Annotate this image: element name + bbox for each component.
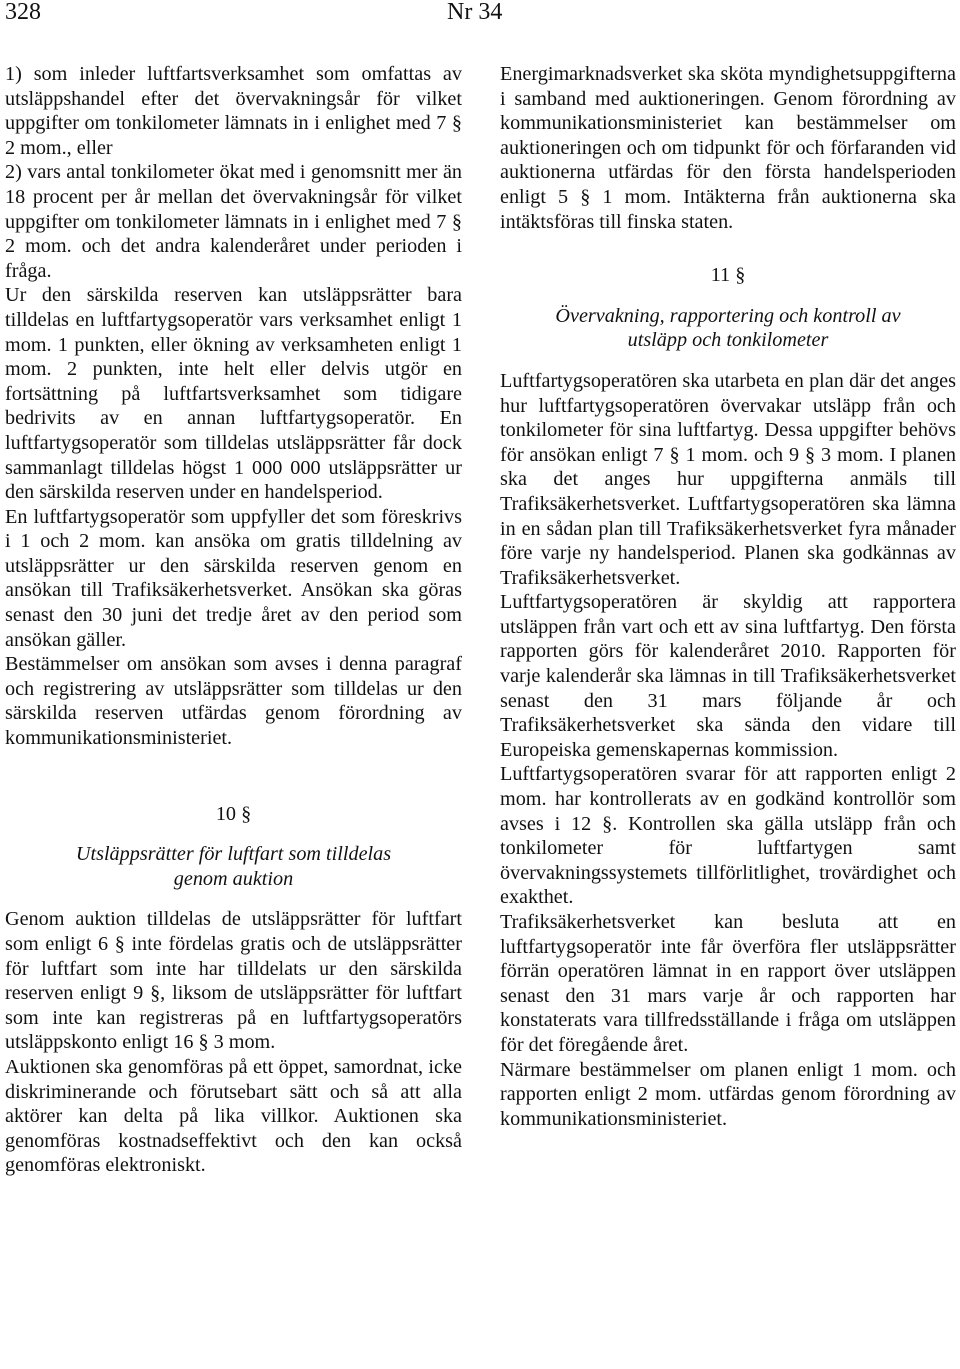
section-number: 10 § <box>215 802 252 825</box>
page-header <box>0 0 960 30</box>
section-heading-line: utsläpp och tonkilometer <box>627 329 829 352</box>
paragraph: Ur den särskilda reserven kan utsläppsrätter bara tilldelas en luftfartygsoperatör vars verksamhet enligt 1 mom. 1 punkten, eller ökning av verksamheten enligt 1 mom. 2 punkten, inte helt eller delvis utgör en fortsättning på luftfartsverksamhet som tidigare bedrivits av en annan luftfartygsoperatör. En luftfartygsoperatör som tilldelas utsläppsrätter får dock sammanlagt tilldelas högst 1 000 000 utsläppsrätter ur den särskilda reserven under en handelsperiod. <box>5 284 462 504</box>
paragraph: Auktionen ska genomföras på ett öppet, samordnat, icke diskriminerande och förutsebart sätt och så att alla aktörer kan delta på lika villkor. Auktionen ska genomföras kostnadseffektivt och den kan också genomföras elektroniskt. <box>5 1055 462 1177</box>
section-heading <box>500 304 956 353</box>
paragraph: Bestämmelser om ansökan som avses i denna paragraf och registrering av utsläppsrätter som tilldelas ur den särskilda reserven utfärdas genom förordning av kommunikationsministeriet. <box>5 653 462 750</box>
section-heading-line: Utsläppsrätter för luftfart som tilldelas <box>75 843 392 866</box>
section-heading <box>5 842 462 891</box>
paragraph: 2) vars antal tonkilometer ökat med i genomsnitt mer än 18 procent per år mellan det övervakningsår för vilket uppgifter om tonkilometer lämnats in i enlighet med 7 § 2 mom. och det andra kalenderåret under perioden i fråga. <box>5 161 462 282</box>
left-column <box>5 62 462 1178</box>
paragraph: Närmare bestämmelser om planen enligt 1 mom. och rapporten enligt 2 mom. utfärdas genom förordning av kommunikationsministeriet. <box>500 1058 956 1130</box>
paragraph: Luftfartygsoperatören är skyldig att rapportera utsläppen från vart och ett av sina luftfartyg. Den första rapporten görs för kalenderåret 2010. Rapporten för varje kalenderår ska lämnas in till Trafiksäkerhetsverket senast den 31 mars följande år och Trafiksäkerhetsverket ska sända den vidare till Europeiska gemenskapernas kommission. <box>500 591 956 761</box>
paragraph: En luftfartygsoperatör som uppfyller det som föreskrivs i 1 och 2 mom. kan ansöka om gratis tilldelning av utsläppsrätter ur den särskilda reserven genom en ansökan till Trafiksäkerhetsverket. Ansökan ska göras senast den 30 juni det tredje året av den period som ansökan gäller. <box>5 505 462 651</box>
right-column <box>500 62 956 1131</box>
paragraph: Trafiksäkerhetsverket kan besluta att en luftfartygsoperatör inte får överföra fler utsläppsrätter förrän operatören lämnat in en rapport över utsläppen senast den 31 mars varje år och rapporten har konstaterats vara tillfredsställande i fråga om utsläppen för det föregående året. <box>500 911 956 1056</box>
section-heading-line: genom auktion <box>173 867 294 890</box>
page-number: 328 <box>5 0 41 25</box>
paragraph: Luftfartygsoperatören ska utarbeta en plan där det anges hur luftfartygsoperatören övervakar utsläpp från och tonkilometer för sina luftfartyg. Dessa uppgifter behövs för ansökan enligt 7 § 1 mom. och 9 § 3 mom. I planen ska det anges hur uppgifterna anmäls till Trafiksäkerhetsverket. Luftfartygsoperatören ska lämna in en sådan plan till Trafiksäkerhetsverket fyra månader före varje ny handelsperiod. Planen ska godkännas av Trafiksäkerhetsverket. <box>500 369 956 589</box>
section-number: 11 § <box>710 264 746 287</box>
paragraph: Luftfartygsoperatören svarar för att rapporten enligt 2 mom. har kontrollerats av en godkänd kontrollör som avses i 12 §. Kontrollen ska gälla utsläpp från och tonkilometer för luftfartygen samt övervakningssystemets tillförlitlighet, trovärdighet och exakthet. <box>500 763 956 909</box>
paragraph: Genom auktion tilldelas de utsläppsrätter för luftfart som enligt 6 § inte fördelas gratis och de utsläppsrätter för luftfart som inte har tilldelats ur den särskilda reserven enligt 9 §, liksom de utsläppsrätter för luftfart som inte kan registreras på en luftfartygsoperatörs utsläppskonto enligt 16 § 3 mom. <box>5 908 462 1054</box>
paragraph: Energimarknadsverket ska sköta myndighetsuppgifterna i samband med auktioneringen. Genom förordning av kommunikationsministeriet kan bestämmelser om auktioneringen och om tidpunkt för och förfaranden vid auktionerna utfärdas för den första handelsperioden enligt 5 § 1 mom. Intäkterna från auktionerna ska intäktsföras till finska staten. <box>500 63 956 233</box>
paragraph: 1) som inleder luftfartsverksamhet som omfattas av utsläppshandel efter det övervakningsår för vilket uppgifter om tonkilometer lämnats in i enlighet med 7 § 2 mom., eller <box>5 63 462 159</box>
issue-number: Nr 34 <box>447 0 503 25</box>
section-heading-line: Övervakning, rapportering och kontroll av <box>555 304 901 327</box>
